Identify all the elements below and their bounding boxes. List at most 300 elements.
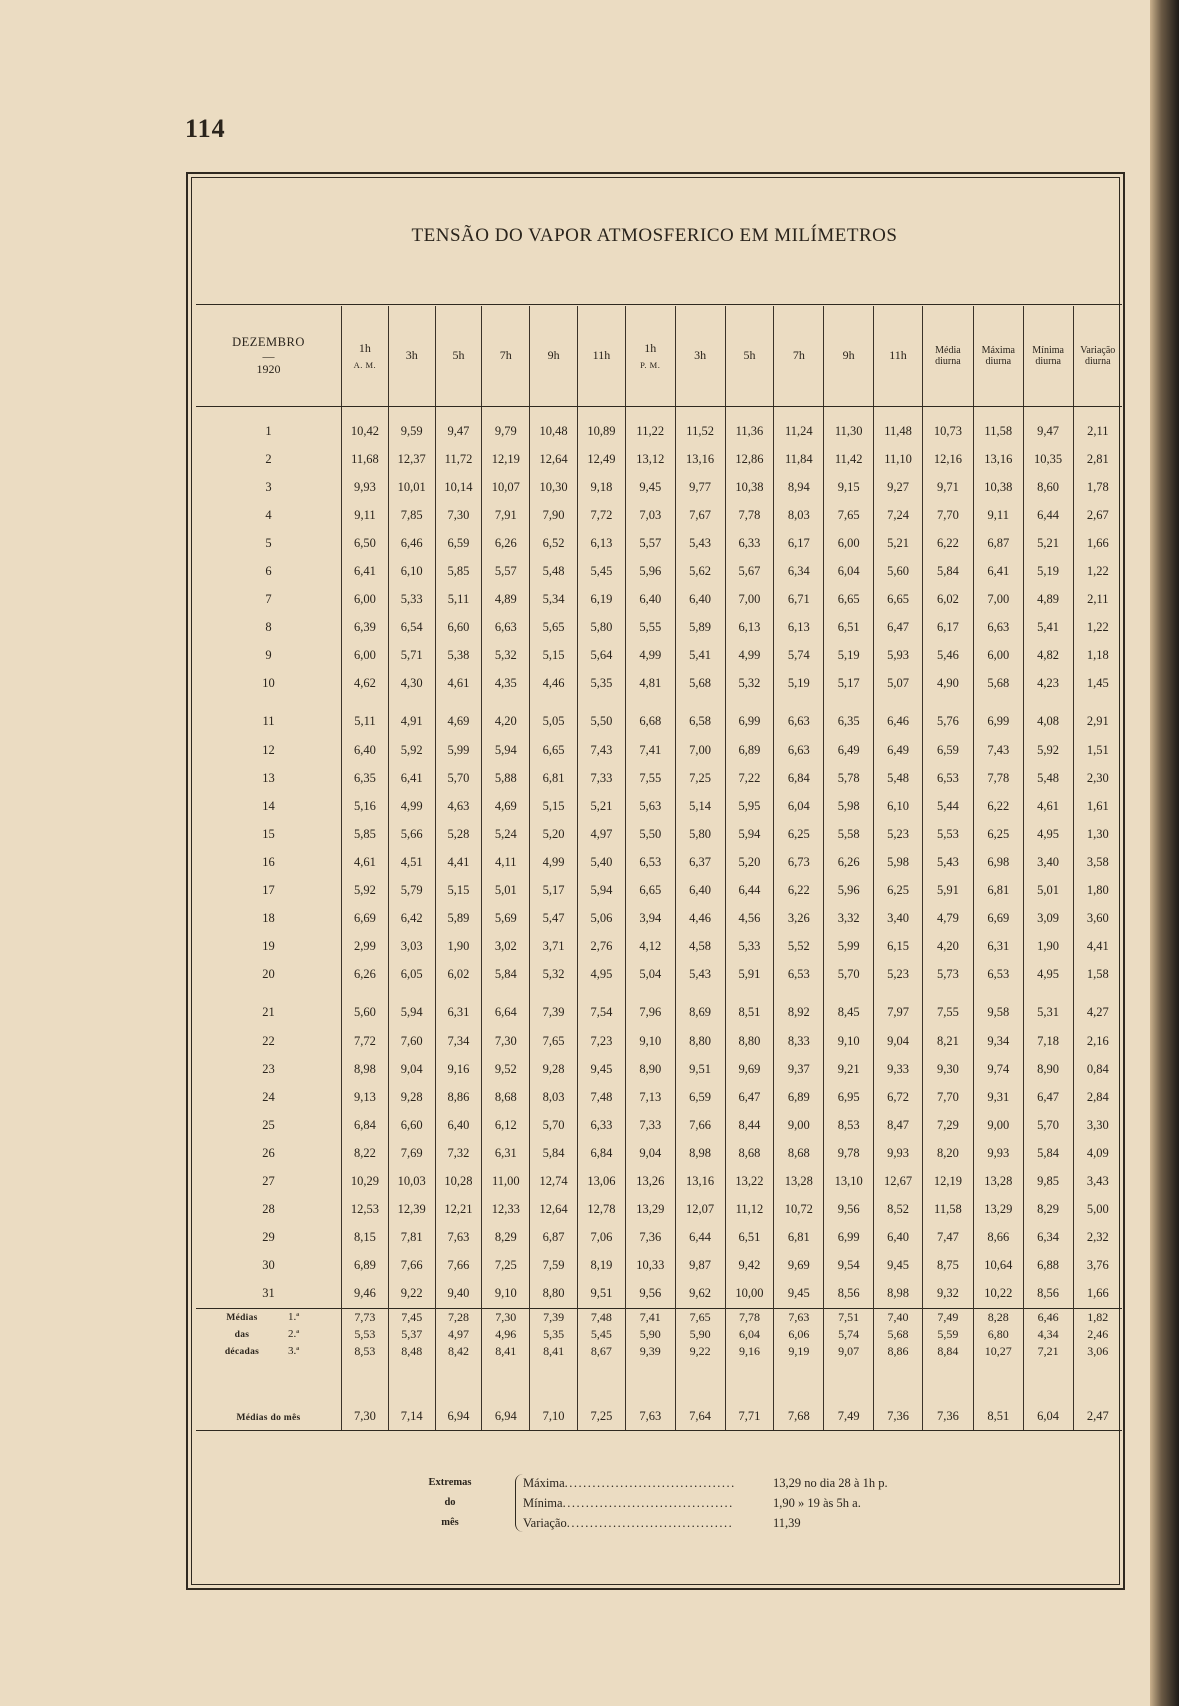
value-cell: 9,42 xyxy=(725,1252,774,1280)
value-cell: 9,04 xyxy=(625,1139,675,1167)
value-cell: 6,64 xyxy=(482,999,530,1027)
value-cell: 7,43 xyxy=(973,736,1023,764)
value-cell: 9,28 xyxy=(530,1055,578,1083)
value-cell: 6,99 xyxy=(725,708,774,736)
value-cell: 5,01 xyxy=(482,877,530,905)
value-cell: 5,84 xyxy=(922,557,973,585)
value-cell: 9,51 xyxy=(578,1280,626,1309)
day-cell: 20 xyxy=(262,967,275,982)
value-cell: 4,20 xyxy=(922,933,973,961)
spacer-cell xyxy=(578,407,626,418)
value-cell: 10,22 xyxy=(973,1280,1023,1309)
value-cell: 9,69 xyxy=(725,1055,774,1083)
value-cell: 8,66 xyxy=(973,1224,1023,1252)
value-cell: 6,95 xyxy=(824,1083,874,1111)
spacer-cell xyxy=(578,698,626,708)
value-cell: 6,04 xyxy=(774,792,824,820)
value-cell: 7,90 xyxy=(530,501,578,529)
table-row xyxy=(196,1139,1122,1167)
value-cell: 1,30 xyxy=(1073,820,1122,848)
value-cell: 6,26 xyxy=(342,961,389,989)
hour-header xyxy=(874,306,923,407)
spacer-cell xyxy=(725,698,774,708)
value-cell: 5,62 xyxy=(675,557,725,585)
value-cell: 5,28 xyxy=(435,820,482,848)
value-cell: 7,68 xyxy=(774,1404,824,1431)
value-cell: 10,14 xyxy=(435,473,482,501)
value-cell: 6,25 xyxy=(874,877,923,905)
value-cell: 5,92 xyxy=(1023,736,1073,764)
value-cell: 11,42 xyxy=(824,445,874,473)
value-cell: 9,47 xyxy=(1023,417,1073,445)
value-cell: 5,44 xyxy=(922,792,973,820)
value-cell: 6,04 xyxy=(1023,1404,1073,1431)
value-cell: 7,33 xyxy=(625,1111,675,1139)
value-cell: 6,02 xyxy=(435,961,482,989)
value-cell: 5,84 xyxy=(530,1139,578,1167)
value-cell: 6,63 xyxy=(774,736,824,764)
spacer-cell xyxy=(922,989,973,999)
hour-label: 9h xyxy=(842,348,855,363)
value-cell: 8,80 xyxy=(530,1280,578,1309)
value-cell: 8,90 xyxy=(625,1055,675,1083)
decade-ordinal: 3.ª xyxy=(288,1344,300,1357)
value-cell: 7,66 xyxy=(435,1252,482,1280)
value-cell: 6,87 xyxy=(973,529,1023,557)
value-cell: 5,90 xyxy=(625,1326,675,1343)
value-cell: 9,59 xyxy=(388,417,435,445)
hour-label: 3h xyxy=(405,348,418,363)
spacer-cell xyxy=(388,1360,435,1404)
value-cell: 4,99 xyxy=(725,642,774,670)
day-cell: 13 xyxy=(262,770,275,785)
value-cell: 3,09 xyxy=(1023,905,1073,933)
value-cell: 6,46 xyxy=(874,708,923,736)
value-cell: 6,49 xyxy=(874,736,923,764)
spacer-cell xyxy=(774,1360,824,1404)
value-cell: 5,94 xyxy=(725,820,774,848)
value-cell: 5,95 xyxy=(725,792,774,820)
book-spine xyxy=(1150,0,1179,1706)
value-cell: 1,66 xyxy=(1073,1280,1122,1309)
value-cell: 4,41 xyxy=(1073,933,1122,961)
value-cell: 11,24 xyxy=(774,417,824,445)
extreme-max-row: Máxima..................................... 13,29 no dia 28 à 1h p. xyxy=(523,1473,736,1493)
value-cell: 9,74 xyxy=(973,1055,1023,1083)
value-cell: 3,43 xyxy=(1073,1167,1122,1195)
value-cell: 6,84 xyxy=(774,764,824,792)
value-cell: 8,53 xyxy=(824,1111,874,1139)
value-cell: 6,34 xyxy=(1023,1224,1073,1252)
value-cell: 5,23 xyxy=(874,961,923,989)
hour-header xyxy=(530,306,578,407)
value-cell: 6,59 xyxy=(675,1083,725,1111)
value-cell: 4,82 xyxy=(1023,642,1073,670)
value-cell: 6,42 xyxy=(388,905,435,933)
table-row xyxy=(196,473,1122,501)
value-cell: 6,35 xyxy=(342,764,389,792)
value-cell: 4,95 xyxy=(1023,820,1073,848)
value-cell: 5,76 xyxy=(922,708,973,736)
value-cell: 4,63 xyxy=(435,792,482,820)
value-cell: 9,16 xyxy=(725,1343,774,1360)
day-cell: 8 xyxy=(265,620,272,635)
value-cell: 7,72 xyxy=(578,501,626,529)
value-cell: 6,54 xyxy=(388,614,435,642)
value-cell: 8,03 xyxy=(530,1083,578,1111)
value-cell: 9,28 xyxy=(388,1083,435,1111)
value-cell: 5,88 xyxy=(482,764,530,792)
value-cell: 8,80 xyxy=(725,1027,774,1055)
value-cell: 5,52 xyxy=(774,933,824,961)
value-cell: 7,21 xyxy=(1023,1343,1073,1360)
value-cell: 9,78 xyxy=(824,1139,874,1167)
value-cell: 4,62 xyxy=(342,670,389,698)
table-row xyxy=(196,670,1122,698)
value-cell: 12,64 xyxy=(530,445,578,473)
value-cell: 8,90 xyxy=(1023,1055,1073,1083)
value-cell: 7,91 xyxy=(482,501,530,529)
value-cell: 5,68 xyxy=(675,670,725,698)
day-cell: 1 xyxy=(265,423,272,438)
value-cell: 4,81 xyxy=(625,670,675,698)
value-cell: 11,22 xyxy=(625,417,675,445)
value-cell: 7,71 xyxy=(725,1404,774,1431)
value-cell: 4,69 xyxy=(435,708,482,736)
value-cell: 8,41 xyxy=(530,1343,578,1360)
variacao-label-1: Variação xyxy=(1080,345,1116,356)
value-cell: 2,16 xyxy=(1073,1027,1122,1055)
value-cell: 3,06 xyxy=(1073,1343,1122,1360)
table-body xyxy=(196,407,1122,1431)
value-cell: 5,34 xyxy=(530,586,578,614)
value-cell: 8,98 xyxy=(342,1055,389,1083)
value-cell: 1,22 xyxy=(1073,614,1122,642)
value-cell: 6,59 xyxy=(922,736,973,764)
value-cell: 7,00 xyxy=(973,586,1023,614)
day-cell: 29 xyxy=(262,1230,275,1245)
spacer-cell xyxy=(973,407,1023,418)
value-cell: 8,52 xyxy=(874,1196,923,1224)
value-cell: 4,46 xyxy=(675,905,725,933)
hour-label: 7h xyxy=(499,348,512,363)
value-cell: 5,74 xyxy=(774,642,824,670)
day-cell: 15 xyxy=(262,826,275,841)
value-cell: 5,20 xyxy=(725,848,774,876)
value-cell: 10,89 xyxy=(578,417,626,445)
value-cell: 5,70 xyxy=(530,1111,578,1139)
spacer-row xyxy=(196,1360,1122,1404)
value-cell: 9,45 xyxy=(578,1055,626,1083)
value-cell: 6,17 xyxy=(922,614,973,642)
table-row xyxy=(196,417,1122,445)
value-cell: 12,67 xyxy=(874,1167,923,1195)
value-cell: 8,51 xyxy=(725,999,774,1027)
value-cell: 11,00 xyxy=(482,1167,530,1195)
spacer-cell xyxy=(196,407,342,418)
spacer-cell xyxy=(342,989,389,999)
value-cell: 7,36 xyxy=(625,1224,675,1252)
hour-header xyxy=(675,306,725,407)
value-cell: 6,13 xyxy=(774,614,824,642)
value-cell: 6,40 xyxy=(675,877,725,905)
value-cell: 5,19 xyxy=(774,670,824,698)
table-row xyxy=(196,848,1122,876)
value-cell: 2,67 xyxy=(1073,501,1122,529)
value-cell: 7,39 xyxy=(530,999,578,1027)
value-cell: 7,54 xyxy=(578,999,626,1027)
value-cell: 5,68 xyxy=(973,670,1023,698)
value-cell: 6,00 xyxy=(824,529,874,557)
value-cell: 9,40 xyxy=(435,1280,482,1309)
hour-label: 3h xyxy=(694,348,707,363)
value-cell: 5,57 xyxy=(482,557,530,585)
value-cell: 6,22 xyxy=(973,792,1023,820)
value-cell: 5,11 xyxy=(435,586,482,614)
value-cell: 6,00 xyxy=(973,642,1023,670)
decade-label-cell xyxy=(196,1308,342,1326)
spacer-cell xyxy=(435,407,482,418)
spacer-row xyxy=(196,698,1122,708)
value-cell: 10,38 xyxy=(973,473,1023,501)
value-cell: 4,30 xyxy=(388,670,435,698)
value-cell: 9,39 xyxy=(625,1343,675,1360)
value-cell: 5,73 xyxy=(922,961,973,989)
value-cell: 6,25 xyxy=(973,820,1023,848)
value-cell: 7,65 xyxy=(824,501,874,529)
day-cell: 27 xyxy=(262,1173,275,1188)
value-cell: 1,18 xyxy=(1073,642,1122,670)
hour-header xyxy=(625,306,675,407)
value-cell: 11,52 xyxy=(675,417,725,445)
spacer-cell xyxy=(578,989,626,999)
value-cell: 5,58 xyxy=(824,820,874,848)
value-cell: 11,58 xyxy=(973,417,1023,445)
value-cell: 7,41 xyxy=(625,736,675,764)
value-cell: 5,17 xyxy=(824,670,874,698)
value-cell: 8,56 xyxy=(1023,1280,1073,1309)
value-cell: 3,30 xyxy=(1073,1111,1122,1139)
table-row xyxy=(196,1111,1122,1139)
value-cell: 6,81 xyxy=(530,764,578,792)
value-cell: 9,93 xyxy=(874,1139,923,1167)
value-cell: 13,28 xyxy=(774,1167,824,1195)
day-cell: 7 xyxy=(265,592,272,607)
value-cell: 5,06 xyxy=(578,905,626,933)
value-cell: 5,19 xyxy=(1023,557,1073,585)
value-cell: 9,93 xyxy=(342,473,389,501)
minima-label-2: diurna xyxy=(1035,356,1061,367)
value-cell: 5,32 xyxy=(482,642,530,670)
hour-label: 9h xyxy=(547,348,560,363)
value-cell: 7,03 xyxy=(625,501,675,529)
maxima-label-1: Máxima xyxy=(981,345,1015,356)
minima-label-1: Mínima xyxy=(1032,345,1064,356)
value-cell: 5,98 xyxy=(824,792,874,820)
value-cell: 13,10 xyxy=(824,1167,874,1195)
value-cell: 5,21 xyxy=(874,529,923,557)
value-cell: 6,94 xyxy=(482,1404,530,1431)
value-cell: 9,22 xyxy=(675,1343,725,1360)
value-cell: 5,48 xyxy=(530,557,578,585)
value-cell: 2,76 xyxy=(578,933,626,961)
spacer-cell xyxy=(874,1360,923,1404)
value-cell: 7,47 xyxy=(922,1224,973,1252)
value-cell: 9,16 xyxy=(435,1055,482,1083)
value-cell: 8,44 xyxy=(725,1111,774,1139)
value-cell: 6,73 xyxy=(774,848,824,876)
value-cell: 10,73 xyxy=(922,417,973,445)
value-cell: 9,00 xyxy=(973,1111,1023,1139)
value-cell: 5,19 xyxy=(824,642,874,670)
value-cell: 7,66 xyxy=(675,1111,725,1139)
value-cell: 7,28 xyxy=(435,1308,482,1326)
value-cell: 10,03 xyxy=(388,1167,435,1195)
value-cell: 4,89 xyxy=(482,586,530,614)
extreme-max-value: 13,29 no dia 28 à 1h p. xyxy=(773,1476,888,1490)
media-label-1: Média xyxy=(935,345,961,356)
value-cell: 5,96 xyxy=(625,557,675,585)
value-cell: 6,69 xyxy=(973,905,1023,933)
value-cell: 5,90 xyxy=(675,1326,725,1343)
value-cell: 6,40 xyxy=(625,586,675,614)
minima-header xyxy=(1023,306,1073,407)
value-cell: 5,59 xyxy=(922,1326,973,1343)
value-cell: 7,63 xyxy=(625,1404,675,1431)
value-cell: 4,27 xyxy=(1073,999,1122,1027)
value-cell: 7,22 xyxy=(725,764,774,792)
spacer-cell xyxy=(675,407,725,418)
value-cell: 10,01 xyxy=(388,473,435,501)
spacer-cell xyxy=(388,407,435,418)
value-cell: 7,48 xyxy=(578,1308,626,1326)
value-cell: 5,99 xyxy=(824,933,874,961)
value-cell: 7,67 xyxy=(675,501,725,529)
value-cell: 5,68 xyxy=(874,1326,923,1343)
value-cell: 4,51 xyxy=(388,848,435,876)
value-cell: 1,78 xyxy=(1073,473,1122,501)
value-cell: 9,11 xyxy=(973,501,1023,529)
value-cell: 12,78 xyxy=(578,1196,626,1224)
value-cell: 5,48 xyxy=(874,764,923,792)
extreme-var-row: Variação.................................... 11,39 xyxy=(523,1513,733,1533)
month-mean-label-cell xyxy=(196,1404,342,1431)
hour-label: 7h xyxy=(792,348,805,363)
value-cell: 4,99 xyxy=(388,792,435,820)
value-cell: 9,32 xyxy=(922,1280,973,1309)
value-cell: 8,84 xyxy=(922,1343,973,1360)
value-cell: 5,93 xyxy=(874,642,923,670)
value-cell: 9,45 xyxy=(625,473,675,501)
value-cell: 5,37 xyxy=(388,1326,435,1343)
day-cell: 23 xyxy=(262,1061,275,1076)
value-cell: 8,22 xyxy=(342,1139,389,1167)
value-cell: 6,80 xyxy=(973,1326,1023,1343)
value-cell: 1,51 xyxy=(1073,736,1122,764)
hour-header xyxy=(774,306,824,407)
am-label: A. M. xyxy=(353,359,377,370)
value-cell: 7,25 xyxy=(675,764,725,792)
value-cell: 7,34 xyxy=(435,1027,482,1055)
value-cell: 8,92 xyxy=(774,999,824,1027)
value-cell: 4,23 xyxy=(1023,670,1073,698)
value-cell: 6,13 xyxy=(725,614,774,642)
value-cell: 11,30 xyxy=(824,417,874,445)
spacer-cell xyxy=(1073,407,1122,418)
value-cell: 7,59 xyxy=(530,1252,578,1280)
value-cell: 7,32 xyxy=(435,1139,482,1167)
day-cell: 19 xyxy=(262,939,275,954)
value-cell: 11,48 xyxy=(874,417,923,445)
value-cell: 7,13 xyxy=(625,1083,675,1111)
table-header-row xyxy=(196,306,1122,407)
decade-ordinal: 2.ª xyxy=(288,1327,300,1340)
value-cell: 8,68 xyxy=(774,1139,824,1167)
value-cell: 9,10 xyxy=(482,1280,530,1309)
value-cell: 5,32 xyxy=(530,961,578,989)
value-cell: 7,78 xyxy=(725,1308,774,1326)
spacer-cell xyxy=(482,698,530,708)
day-cell: 14 xyxy=(262,798,275,813)
value-cell: 1,61 xyxy=(1073,792,1122,820)
value-cell: 13,28 xyxy=(973,1167,1023,1195)
maxima-header xyxy=(973,306,1023,407)
value-cell: 6,84 xyxy=(342,1111,389,1139)
value-cell: 5,60 xyxy=(342,999,389,1027)
spacer-cell xyxy=(435,1360,482,1404)
value-cell: 5,92 xyxy=(342,877,389,905)
spacer-cell xyxy=(530,989,578,999)
value-cell: 5,89 xyxy=(675,614,725,642)
value-cell: 5,92 xyxy=(388,736,435,764)
value-cell: 13,29 xyxy=(973,1196,1023,1224)
value-cell: 6,41 xyxy=(388,764,435,792)
value-cell: 8,45 xyxy=(824,999,874,1027)
value-cell: 5,64 xyxy=(578,642,626,670)
value-cell: 12,37 xyxy=(388,445,435,473)
value-cell: 12,86 xyxy=(725,445,774,473)
value-cell: 3,26 xyxy=(774,905,824,933)
spacer-cell xyxy=(922,1360,973,1404)
value-cell: 3,60 xyxy=(1073,905,1122,933)
value-cell: 1,45 xyxy=(1073,670,1122,698)
value-cell: 6,53 xyxy=(973,961,1023,989)
value-cell: 6,15 xyxy=(874,933,923,961)
decade-label-cell xyxy=(196,1326,342,1343)
value-cell: 5,63 xyxy=(625,792,675,820)
variacao-label-2: diurna xyxy=(1085,356,1111,367)
value-cell: 5,85 xyxy=(342,820,389,848)
value-cell: 6,40 xyxy=(435,1111,482,1139)
table-row xyxy=(196,1083,1122,1111)
value-cell: 6,84 xyxy=(578,1139,626,1167)
value-cell: 6,51 xyxy=(824,614,874,642)
value-cell: 11,72 xyxy=(435,445,482,473)
value-cell: 3,32 xyxy=(824,905,874,933)
value-cell: 8,86 xyxy=(874,1343,923,1360)
value-cell: 7,49 xyxy=(922,1308,973,1326)
value-cell: 7,63 xyxy=(435,1224,482,1252)
value-cell: 6,10 xyxy=(874,792,923,820)
table-row xyxy=(196,764,1122,792)
day-cell: 16 xyxy=(262,854,275,869)
value-cell: 4,97 xyxy=(578,820,626,848)
extreme-var-value: 11,39 xyxy=(773,1516,801,1530)
month-header xyxy=(196,306,342,407)
spacer-cell xyxy=(196,989,342,999)
value-cell: 6,44 xyxy=(1023,501,1073,529)
value-cell: 4,95 xyxy=(1023,961,1073,989)
